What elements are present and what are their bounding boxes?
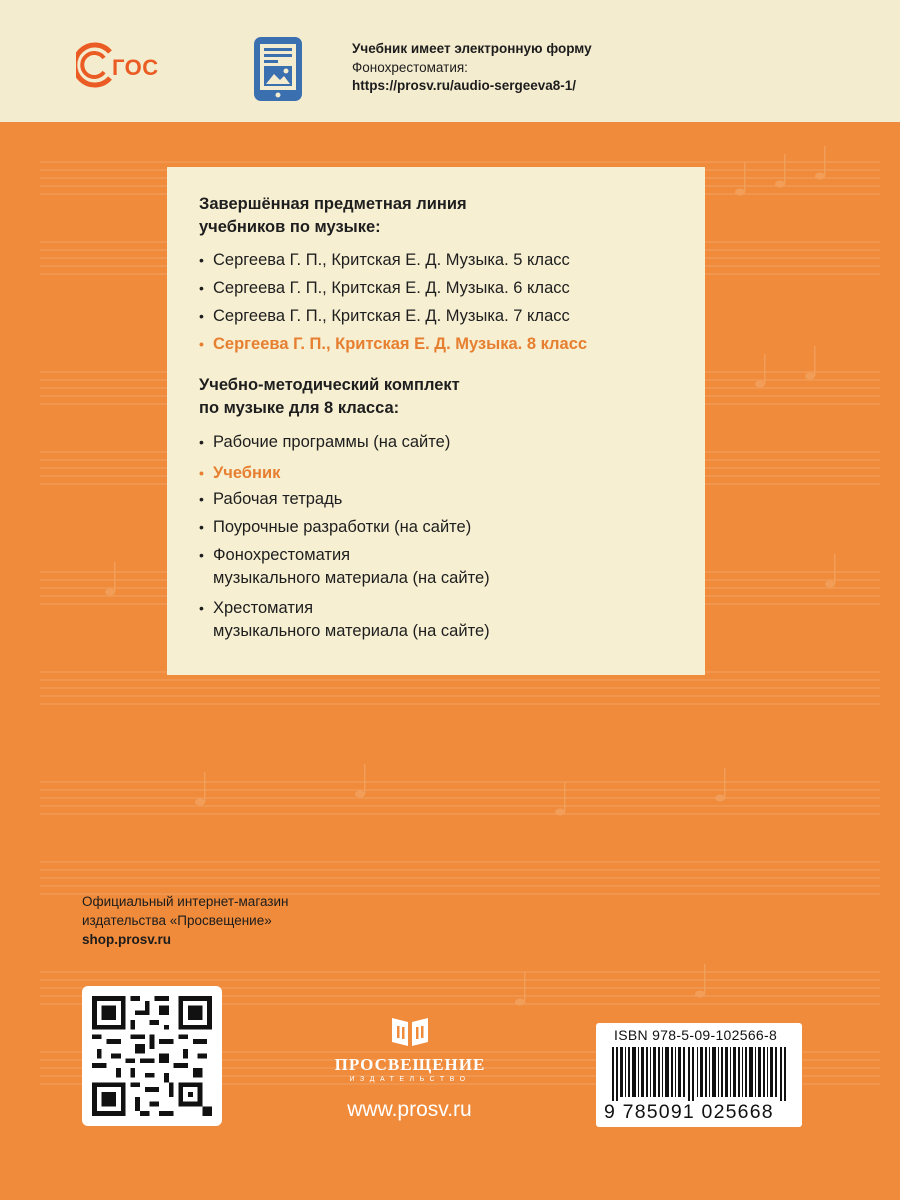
kit-heading-line2: по музыке для 8 класса:	[199, 399, 400, 417]
kit-item-text: Фонохрестоматия	[213, 546, 351, 564]
kit-item-text-line2: музыкального материала (на сайте)	[213, 569, 490, 587]
electronic-form-notice	[352, 40, 592, 96]
series-item-text: Сергеева Г. П., Критская Е. Д. Музыка. 6 класс	[213, 279, 570, 297]
kit-item-text: Рабочие программы (на сайте)	[213, 433, 451, 451]
shop-info	[82, 892, 289, 949]
qr-code[interactable]	[82, 986, 222, 1126]
publisher-logo	[330, 1014, 490, 1094]
series-heading	[199, 193, 679, 239]
series-item: • Сергеева Г. П., Критская Е. Д. Музыка. 6 класс	[199, 279, 570, 297]
shop-url-link[interactable]: shop.prosv.ru	[82, 932, 172, 947]
series-item-text: Сергеева Г. П., Критская Е. Д. Музыка. 7 класс	[213, 307, 570, 325]
barcode-icon	[610, 1047, 788, 1101]
kit-item: • Рабочие программы (на сайте)	[199, 433, 451, 451]
kit-item: • Хрестоматия музыкального материала (на сайте)	[199, 597, 490, 643]
series-item-text: Сергеева Г. П., Критская Е. Д. Музыка. 5 класс	[213, 251, 570, 269]
kit-item: • Фонохрестоматия музыкального материала (на сайте)	[199, 544, 490, 590]
series-item: • Сергеева Г. П., Критская Е. Д. Музыка. 5 класс	[199, 251, 570, 269]
series-item-text: Сергеева Г. П., Критская Е. Д. Музыка. 8 класс	[213, 335, 588, 353]
eform-url-link[interactable]: https://prosv.ru/audio-sergeeva8-1/	[352, 78, 577, 93]
fgos-ring-icon	[76, 38, 116, 92]
series-heading-line2: учебников по музыке:	[199, 218, 381, 236]
publisher-subtitle: ИЗДАТЕЛЬСТВО	[349, 1076, 471, 1083]
tablet-icon	[253, 36, 303, 102]
ean-number: 9 785091 025668	[604, 1101, 774, 1123]
eform-title: Учебник имеет электронную форму	[352, 41, 592, 56]
kit-item-text: Учебник	[213, 464, 281, 482]
kit-item-text: Хрестоматия	[213, 599, 314, 617]
kit-item-text: Рабочая тетрадь	[213, 490, 343, 508]
shop-line2: издательства «Просвещение»	[82, 913, 272, 928]
series-item: • Сергеева Г. П., Критская Е. Д. Музыка. 7 класс	[199, 307, 570, 325]
publisher-name: ПРОСВЕЩЕНИЕ	[334, 1055, 486, 1074]
isbn-label: ISBN 978-5-09-102566-8	[614, 1027, 778, 1043]
series-item-current: • Сергеева Г. П., Критская Е. Д. Музыка. 8 класс	[199, 335, 588, 353]
qr-code-icon	[92, 996, 212, 1116]
kit-item-text: Поурочные разработки (на сайте)	[213, 518, 472, 536]
info-panel	[167, 167, 705, 675]
publisher-url-link[interactable]: www.prosv.ru	[347, 1098, 472, 1121]
kit-item: • Рабочая тетрадь	[199, 490, 343, 508]
book-emblem-icon	[388, 1014, 432, 1048]
eform-audio-label: Фонохрестоматия:	[352, 59, 468, 75]
kit-heading-line1: Учебно-методический комплект	[199, 376, 460, 394]
kit-item: • Поурочные разработки (на сайте)	[199, 518, 472, 536]
series-heading-line1: Завершённая предметная линия	[199, 195, 467, 213]
shop-line1: Официальный интернет-магазин	[82, 894, 289, 909]
isbn-barcode-box	[596, 1023, 802, 1127]
kit-item-text-line2: музыкального материала (на сайте)	[213, 622, 490, 640]
fgos-logo-text: ГОС	[112, 55, 159, 80]
kit-heading	[199, 374, 679, 420]
kit-item-current: • Учебник	[199, 464, 281, 482]
